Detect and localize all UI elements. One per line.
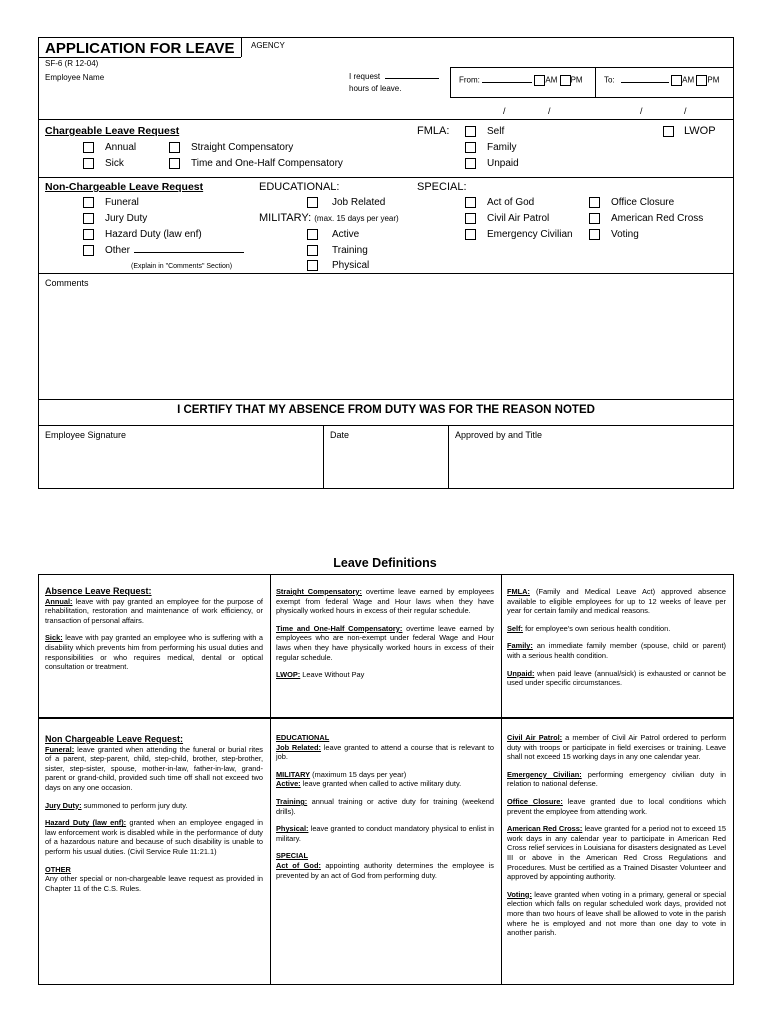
physical-term: Physical:	[276, 824, 309, 834]
defs1-col-2	[276, 587, 494, 688]
arc-term: American Red Cross:	[507, 824, 583, 834]
voting-label: Voting	[611, 229, 639, 241]
approved-by-field[interactable]	[454, 444, 728, 484]
absence-heading: Absence Leave Request:	[45, 586, 152, 596]
annual-checkbox[interactable]	[83, 142, 94, 153]
defs1-col-1	[45, 587, 263, 680]
chargeable-divider	[39, 177, 733, 178]
active-text: leave granted when called to active military duty.	[300, 779, 462, 789]
hazard-term: Hazard Duty (law enf):	[45, 818, 127, 828]
to-date-slash-2: /	[684, 106, 687, 116]
funeral-label: Funeral	[105, 197, 139, 209]
fmla-unpaid-label: Unpaid	[487, 158, 519, 170]
time-half-comp-label: Time and One-Half Compensatory	[191, 158, 343, 170]
hours-of-leave-label: hours of leave.	[349, 84, 402, 93]
funeral-term: Funeral:	[45, 744, 75, 754]
funeral-text: leave granted when attending the funeral or burial rites of a parent, step-parent, child, step-child, brother, step-brother, sister, step-sister, spouse, mother-in-law, father-in-law, grand-parent or grand-child, provided such time off shall not exceed two days on any one occasion.	[45, 744, 263, 792]
comments-textarea[interactable]	[45, 292, 725, 396]
cap-text: a member of Civil Air Patrol ordered to perform duty with troops or participate in field exercises or training. Leave shall not exceed 15 working days in any one calendar year.	[507, 733, 726, 762]
other-input[interactable]	[134, 252, 244, 253]
employee-name-label: Employee Name	[45, 73, 105, 82]
other-checkbox[interactable]	[83, 245, 94, 256]
straight-comp-label: Straight Compensatory	[191, 142, 294, 154]
american-red-cross-label: American Red Cross	[611, 213, 704, 225]
other-text: Any other special or non-chargeable leave request as provided in Chapter 11 of the C.S. Rules.	[45, 874, 263, 893]
actgod-term: Act of God:	[276, 860, 321, 870]
non-chargeable-heading: Non-Chargeable Leave Request	[45, 181, 204, 193]
signature-divider-1	[323, 425, 324, 488]
other-term: OTHER	[45, 864, 71, 874]
job-related-checkbox[interactable]	[307, 197, 318, 208]
to-date-slash-1: /	[640, 106, 643, 116]
emergency-civilian-checkbox[interactable]	[465, 229, 476, 240]
american-red-cross-option[interactable]	[589, 213, 703, 224]
chargeable-heading: Chargeable Leave Request	[45, 125, 180, 137]
signature-divider-2	[448, 425, 449, 488]
training-label: Training	[332, 245, 368, 257]
hazard-text: granted when an employee engaged in law enforcement work is disabled while in the performance of duty of a hazardous nature and because of such disability is unable to perform his usual duties. (Civil Service Rule 11:21.1)	[45, 818, 263, 856]
from-pm-checkbox[interactable]	[560, 75, 571, 86]
actgod-text: appointing authority determines the employee is prevented by an act of God from performing duty.	[276, 860, 494, 880]
defs2-divider-1	[270, 719, 271, 984]
straight-comp-checkbox[interactable]	[169, 142, 180, 153]
jury-duty-option[interactable]	[83, 213, 147, 224]
from-am-label: AM	[545, 75, 558, 85]
special-term: SPECIAL	[276, 851, 309, 861]
fmla-term: FMLA:	[507, 587, 530, 596]
sick-checkbox[interactable]	[83, 158, 94, 169]
fmla-self-option[interactable]	[465, 126, 504, 137]
lwop-checkbox[interactable]	[663, 126, 674, 137]
fmla-label: FMLA:	[417, 125, 450, 137]
hazard-duty-checkbox[interactable]	[83, 229, 94, 240]
act-of-god-option[interactable]	[465, 197, 534, 208]
date-box-top	[450, 67, 733, 68]
family-term: Family:	[507, 641, 533, 651]
arc-text: leave granted for a period not to exceed 15 work days in any calendar year to participate in American Red Cross relief services in Louisiana for disasters designated as Level III or above in the American Red Cross Regulations and Procedures. Must be certified as a Trained Disaster Volunteer and approved by appointing authority.	[507, 824, 727, 882]
form-title: APPLICATION FOR LEAVE	[45, 40, 235, 57]
american-red-cross-checkbox[interactable]	[589, 213, 600, 224]
defs1-divider-2	[501, 575, 502, 717]
military-note: (max. 15 days per year)	[314, 214, 399, 223]
civil-air-patrol-option[interactable]	[465, 213, 549, 224]
voting-text: leave granted when voting in a primary, general or special election which falls on regular scheduled work days, provided not more than two hours of leave shall be allowed to vote in the parish where he is employed and not more than one day to vote in another parish.	[507, 889, 726, 938]
date-box-divider-2	[595, 67, 596, 97]
job-related-option[interactable]	[307, 197, 385, 208]
jury-duty-label: Jury Duty	[105, 213, 148, 225]
training-text: annual training or active duty for training (weekend drills).	[276, 796, 494, 816]
title-divider	[241, 38, 242, 57]
jobrel-text: leave granted to attend a course that is relevant to job.	[276, 742, 494, 762]
hours-request	[349, 71, 439, 95]
annual-label: Annual	[105, 142, 137, 154]
hazard-duty-option[interactable]	[83, 229, 202, 240]
to-am-label: AM	[682, 75, 695, 85]
defs2-divider-2	[501, 719, 502, 984]
fmla-self-label: Self	[487, 126, 505, 138]
civil-air-patrol-label: Civil Air Patrol	[487, 213, 550, 225]
from-am-checkbox[interactable]	[534, 75, 545, 86]
military-term: MILITARY	[276, 769, 311, 779]
defs2-col-2	[276, 733, 494, 888]
defs2-col-3	[507, 733, 726, 946]
straight-comp-option[interactable]	[169, 142, 293, 153]
comments-divider	[39, 399, 733, 400]
straight-term: Straight Compensatory:	[276, 587, 363, 596]
closure-term: Office Closure:	[507, 796, 563, 806]
timehalf-text: overtime leave earned by employees who are non-exempt under federal Wage and Hour laws when they have physically worked hours in excess of their regular schedule.	[276, 623, 495, 662]
date-label: Date	[330, 430, 350, 440]
employee-name-input[interactable]	[45, 84, 335, 98]
other-option[interactable]	[83, 245, 244, 256]
annual-term: Annual:	[45, 596, 73, 606]
fmla-self-checkbox[interactable]	[465, 126, 476, 137]
from-field	[459, 75, 583, 86]
family-text: an immediate family member (spouse, child or parent) with a serious health condition.	[507, 641, 726, 660]
training-option[interactable]	[307, 245, 368, 256]
military-label: MILITARY:	[259, 212, 312, 224]
emergency-civilian-label: Emergency Civilian	[487, 229, 573, 241]
to-pm-checkbox[interactable]	[696, 75, 707, 86]
hours-input[interactable]	[385, 78, 439, 79]
lwop-label: LWOP	[684, 125, 716, 137]
lwop-option[interactable]	[663, 125, 716, 137]
sick-option[interactable]	[83, 158, 124, 169]
to-pm-label: PM	[707, 75, 720, 85]
emergency-civilian-option[interactable]	[465, 229, 573, 240]
definitions-panel-2	[38, 718, 734, 985]
non-chargeable-divider	[39, 273, 733, 274]
physical-text: leave granted to conduct mandatory physical to enlist in military.	[276, 824, 494, 843]
sick-term: Sick:	[45, 633, 63, 643]
civil-air-patrol-checkbox[interactable]	[465, 213, 476, 224]
title-underline	[39, 57, 241, 58]
cap-term: Civil Air Patrol:	[507, 733, 563, 742]
jobrel-term: Job Related:	[276, 742, 322, 752]
form-number: SF-6 (R 12-04)	[45, 59, 99, 68]
timehalf-term: Time and One-Half Compensatory:	[276, 623, 403, 633]
jury-term: Jury Duty:	[45, 800, 82, 810]
defs1-col-3	[507, 587, 726, 696]
certify-divider	[39, 425, 733, 426]
unpaid-term: Unpaid:	[507, 668, 535, 678]
from-label: From:	[459, 75, 480, 85]
sick-text: leave with pay granted an employee who is suffering with a disability which prevents him from performing his usual duties and responsibilities or who requires medical, dental or optical consultation or treatment.	[45, 633, 263, 672]
other-label: Other	[105, 245, 131, 257]
emerg-term: Emergency Civilian:	[507, 769, 582, 779]
annual-text: leave with pay granted an employee for the purpose of rehabilitation, restoration and maintenance of work efficiency, or transaction of personal affairs.	[45, 596, 263, 625]
voting-checkbox[interactable]	[589, 229, 600, 240]
definitions-title: Leave Definitions	[333, 556, 437, 570]
military-def-note: (maximum 15 days per year)	[310, 769, 407, 779]
act-of-god-label: Act of God	[487, 197, 535, 209]
to-field	[604, 75, 719, 86]
time-half-comp-option[interactable]	[169, 158, 343, 169]
unpaid-text: when paid leave (annual/sick) is exhausted or cannot be used under specific circumstances.	[507, 668, 726, 688]
job-related-label: Job Related	[332, 197, 386, 209]
educational-label: EDUCATIONAL:	[259, 181, 340, 193]
leave-form	[38, 37, 734, 489]
approved-by-label: Approved by and Title	[455, 430, 543, 440]
office-closure-checkbox[interactable]	[589, 197, 600, 208]
straight-text: overtime leave earned by employees exempt from federal Wage and Hour laws when they have physically worked hours in excess of their regular schedule.	[276, 587, 494, 616]
training-term: Training:	[276, 796, 308, 806]
physical-checkbox[interactable]	[307, 260, 318, 271]
header-divider	[39, 119, 733, 120]
funeral-checkbox[interactable]	[83, 197, 94, 208]
defs1-divider-1	[270, 575, 271, 717]
fmla-text: (Family and Medical Leave Act) approved absence available to eligible employees for up to 12 weeks of leave per year for certain family and medical reasons.	[507, 587, 726, 616]
voting-option[interactable]	[589, 229, 639, 240]
educational-term: EDUCATIONAL	[276, 733, 330, 742]
certify-statement: I CERTIFY THAT MY ABSENCE FROM DUTY WAS FOR THE REASON NOTED	[177, 404, 595, 416]
funeral-option[interactable]	[83, 197, 139, 208]
to-am-checkbox[interactable]	[671, 75, 682, 86]
active-checkbox[interactable]	[307, 229, 318, 240]
active-label: Active	[332, 229, 360, 241]
physical-option[interactable]	[307, 260, 369, 271]
training-checkbox[interactable]	[307, 245, 318, 256]
annual-option[interactable]	[83, 142, 136, 153]
office-closure-label: Office Closure	[611, 197, 675, 209]
defs2-col-1	[45, 735, 263, 901]
fmla-family-checkbox[interactable]	[465, 142, 476, 153]
from-date-slash-1: /	[503, 106, 506, 116]
date-field[interactable]	[329, 444, 444, 484]
active-option[interactable]	[307, 229, 359, 240]
comments-label: Comments	[45, 278, 89, 288]
military-heading	[259, 212, 399, 224]
sick-label: Sick	[105, 158, 124, 170]
voting-term: Voting:	[507, 889, 532, 899]
from-pm-label: PM	[570, 75, 583, 85]
to-label: To:	[604, 75, 615, 85]
physical-label: Physical	[332, 260, 370, 272]
self-text: for employee's own serious health condition.	[523, 623, 671, 633]
date-box-divider-1	[450, 67, 451, 97]
lwop-term: LWOP:	[276, 670, 301, 680]
self-term: Self:	[507, 623, 524, 633]
date-box-bottom	[450, 97, 733, 98]
explain-note: (Explain in "Comments" Section)	[131, 263, 233, 270]
to-input[interactable]	[621, 82, 669, 83]
special-label: SPECIAL:	[417, 181, 467, 193]
employee-signature-label: Employee Signature	[45, 430, 127, 440]
active-term: Active:	[276, 779, 301, 789]
definitions-panel-1	[38, 574, 734, 718]
from-input[interactable]	[482, 82, 532, 83]
fmla-family-label: Family	[487, 142, 517, 154]
hazard-duty-label: Hazard Duty (law enf)	[105, 229, 202, 241]
time-half-comp-checkbox[interactable]	[169, 158, 180, 169]
fmla-family-option[interactable]	[465, 142, 516, 153]
i-request-label: I request	[349, 72, 381, 81]
lwop-text: Leave Without Pay	[300, 670, 365, 680]
fmla-unpaid-option[interactable]	[465, 158, 519, 169]
nc-heading: Non Chargeable Leave Request:	[45, 734, 184, 744]
from-date-slash-2: /	[548, 106, 551, 116]
emerg-text: performing emergency civilian duty in relation to national defense.	[507, 769, 726, 789]
jury-text: summoned to perform jury duty.	[81, 800, 188, 810]
jury-duty-checkbox[interactable]	[83, 213, 94, 224]
fmla-unpaid-checkbox[interactable]	[465, 158, 476, 169]
act-of-god-checkbox[interactable]	[465, 197, 476, 208]
closure-text: leave granted due to local conditions which prevent the employee from attending work.	[507, 796, 726, 816]
agency-label: AGENCY	[251, 41, 285, 50]
office-closure-option[interactable]	[589, 197, 674, 208]
employee-signature-field[interactable]	[43, 444, 319, 484]
